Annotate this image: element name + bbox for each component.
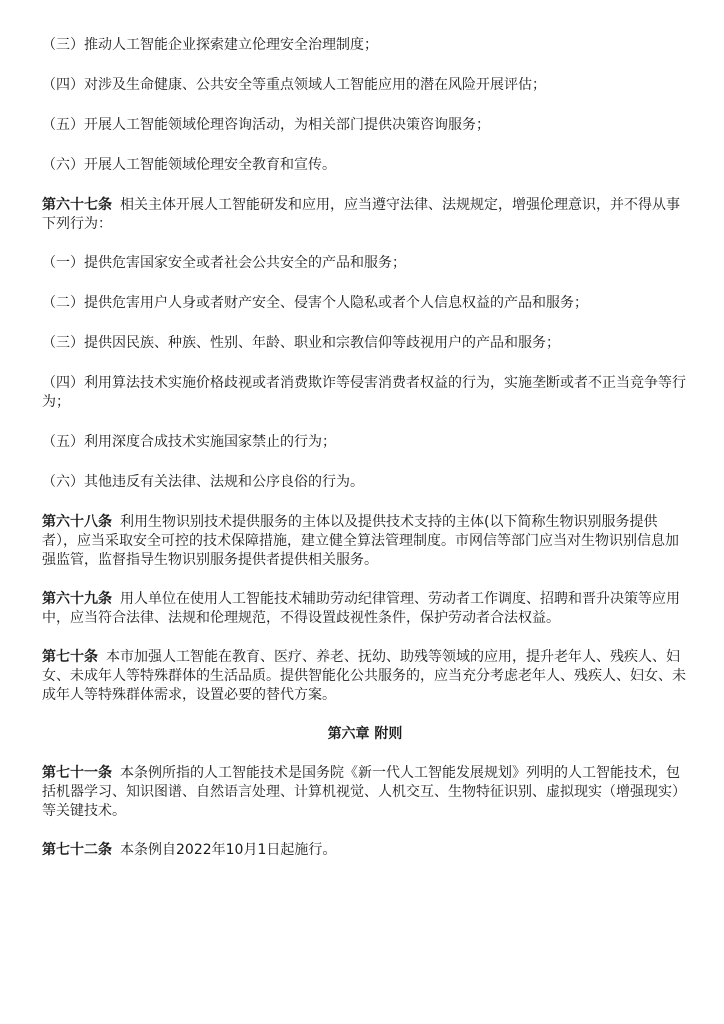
list-item: （二）提供危害用户人身或者财产安全、侵害个人隐私或者个人信息权益的产品和服务； bbox=[42, 295, 588, 311]
list-item: （三）提供因民族、种族、性别、年龄、职业和宗教信仰等歧视用户的产品和服务； bbox=[42, 335, 560, 351]
list-item: （五）利用深度合成技术实施国家禁止的行为； bbox=[42, 434, 336, 450]
list-item: （四）对涉及生命健康、公共安全等重点领域人工智能应用的潜在风险开展评估； bbox=[42, 77, 546, 93]
list-item: （五）开展人工智能领域伦理咨询活动，为相关部门提供决策咨询服务； bbox=[42, 117, 490, 133]
list-item: （三）推动人工智能企业探索建立伦理安全治理制度； bbox=[42, 37, 378, 53]
article-text: 相关主体开展人工智能研发和应用，应当遵守法律、法规规定，增强伦理意识，并不得从事下列行为： bbox=[42, 197, 680, 232]
article-72 bbox=[42, 841, 688, 860]
list-item: （六）开展人工智能领域伦理安全教育和宣传。 bbox=[42, 157, 336, 173]
article-71 bbox=[42, 764, 688, 821]
article-text: 用人单位在使用人工智能技术辅助劳动纪律管理、劳动者工作调度、招聘和晋升决策等应用中，应当符合法律、法规和伦理规范，不得设置歧视性条件，保护劳动者合法权益。 bbox=[42, 591, 680, 626]
article-label: 第七十二条 bbox=[42, 842, 112, 858]
article-label: 第六十九条 bbox=[42, 591, 112, 607]
article-67 bbox=[42, 196, 688, 234]
article-69 bbox=[42, 590, 688, 628]
list-item: （六）其他违反有关法律、法规和公序良俗的行为。 bbox=[42, 474, 364, 490]
article-label: 第六十八条 bbox=[42, 514, 112, 530]
chapter-heading: 第六章 附则 bbox=[327, 726, 403, 742]
list-item: （四）利用算法技术实施价格歧视或者消费欺诈等侵害消费者权益的行为，实施垄断或者不正当竞争等行为； bbox=[42, 375, 686, 410]
article-text: 本条例所指的人工智能技术是国务院《新一代人工智能发展规划》列明的人工智能技术，包括机器学习、知识图谱、自然语言处理、计算机视觉、人机交互、生物特征识别、虚拟现实（增强现实）等关键技术。 bbox=[42, 765, 686, 819]
article-text: 利用生物识别技术提供服务的主体以及提供技术支持的主体(以下简称生物识别服务提供者），应当采取安全可控的技术保障措施，建立健全算法管理制度。市网信等部门应当对生物识别信息加强监管，监督指导生物识别服务提供者提供相关服务。 bbox=[42, 514, 679, 568]
list-item: （一）提供危害国家安全或者社会公共安全的产品和服务； bbox=[42, 255, 406, 271]
article-68 bbox=[42, 513, 688, 570]
article-label: 第七十一条 bbox=[42, 765, 112, 781]
article-text: 本条例自2022年10月1日起施行。 bbox=[120, 842, 337, 858]
article-70 bbox=[42, 648, 688, 705]
article-label: 第七十条 bbox=[42, 649, 98, 665]
article-label: 第六十七条 bbox=[42, 197, 112, 213]
document-page bbox=[42, 36, 688, 880]
article-text: 本市加强人工智能在教育、医疗、养老、抚幼、助残等领域的应用，提升老年人、残疾人、妇女、未成年人等特殊群体的生活品质。提供智能化公共服务的，应当充分考虑老年人、残疾人、妇女、未成年人等特殊群体需求，设置必要的替代方案。 bbox=[42, 649, 686, 703]
